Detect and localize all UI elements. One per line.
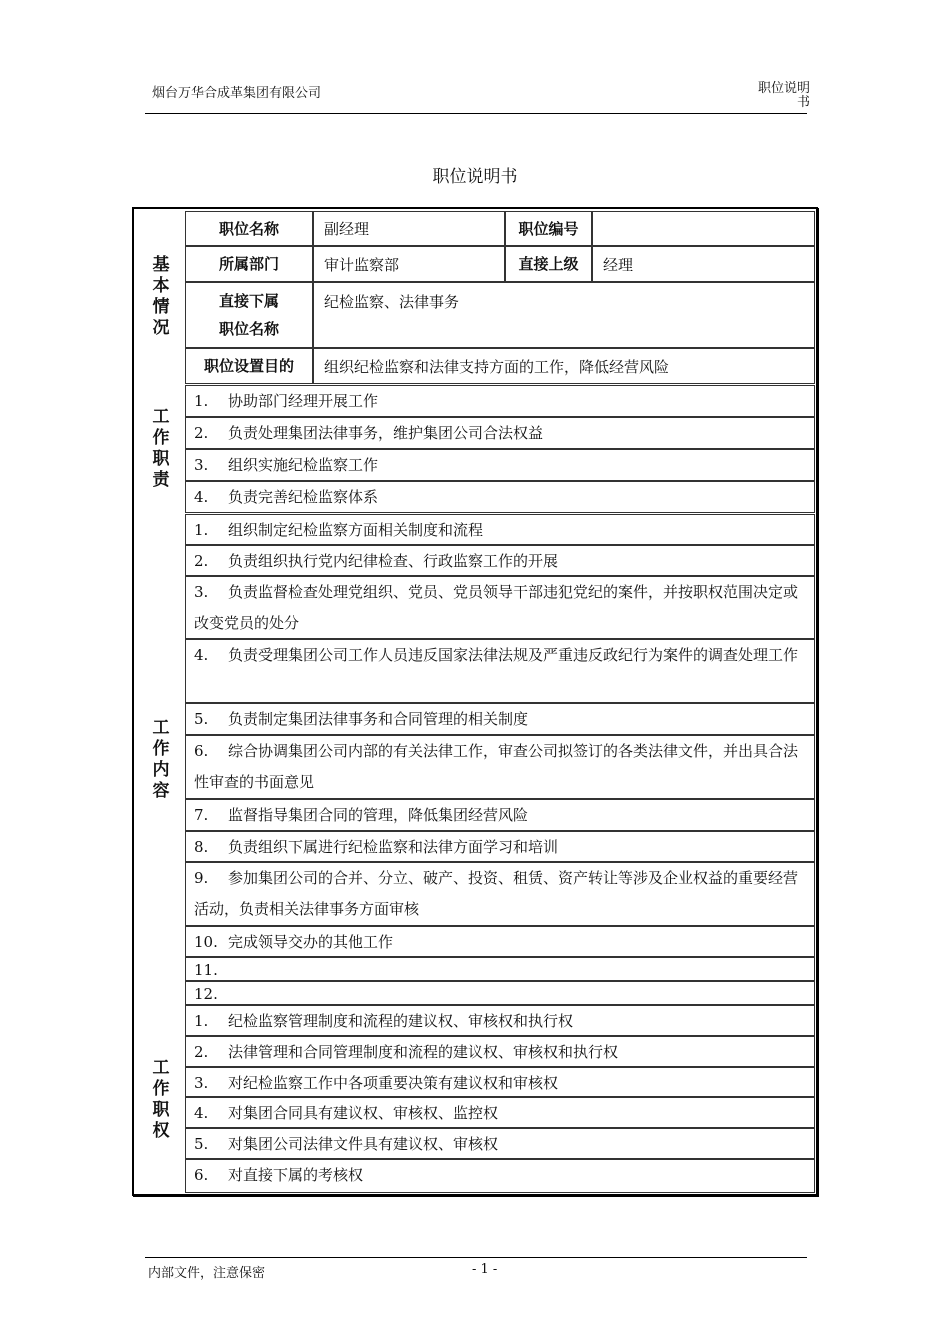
list-item: 1. 组织制定纪检监察方面相关制度和流程 bbox=[185, 514, 815, 545]
list-item: 3. 对纪检监察工作中各项重要决策有建议权和审核权 bbox=[185, 1067, 815, 1097]
position-no-value bbox=[592, 211, 815, 246]
list-item: 1. 纪检监察管理制度和流程的建议权、审核权和执行权 bbox=[185, 1005, 815, 1036]
subordinate-value: 纪检监察、法律事务 bbox=[313, 282, 815, 348]
subordinate-label: 直接下属 职位名称 bbox=[185, 282, 313, 348]
list-item: 3. 组织实施纪检监察工作 bbox=[185, 449, 815, 481]
list-item: 4. 负责完善纪检监察体系 bbox=[185, 481, 815, 513]
list-item: 8. 负责组织下属进行纪检监察和法律方面学习和培训 bbox=[185, 831, 815, 862]
header-divider bbox=[145, 113, 807, 114]
list-item: 1. 协助部门经理开展工作 bbox=[185, 385, 815, 417]
superior-label: 直接上级 bbox=[505, 246, 592, 282]
dept-value: 审计监察部 bbox=[313, 246, 505, 282]
list-item: 5. 负责制定集团法律事务和合同管理的相关制度 bbox=[185, 703, 815, 735]
section-basic: 基本情况 bbox=[148, 255, 169, 339]
superior-value: 经理 bbox=[592, 246, 815, 282]
section-authority: 工作职权 bbox=[148, 1058, 169, 1142]
page-title: 职位说明书 bbox=[432, 167, 518, 187]
page-number: - 1 - bbox=[472, 1262, 498, 1277]
list-item: 4. 对集团合同具有建议权、审核权、监控权 bbox=[185, 1097, 815, 1128]
list-item: 5. 对集团公司法律文件具有建议权、审核权 bbox=[185, 1128, 815, 1159]
header-company: 烟台万华合成革集团有限公司 bbox=[152, 86, 322, 101]
list-item: 10. 完成领导交办的其他工作 bbox=[185, 926, 815, 957]
footer-divider bbox=[145, 1257, 807, 1258]
list-item: 2. 负责处理集团法律事务，维护集团公司合法权益 bbox=[185, 417, 815, 449]
list-item: 3. 负责监督检查处理党组织、党员、党员领导干部违犯党纪的案件，并按职权范围决定或改变党员的处分 bbox=[185, 576, 815, 639]
purpose-label: 职位设置目的 bbox=[185, 348, 313, 384]
list-item: 2. 负责组织执行党内纪律检查、行政监察工作的开展 bbox=[185, 545, 815, 576]
list-item: 11. bbox=[185, 957, 815, 981]
position-no-label: 职位编号 bbox=[505, 211, 592, 246]
list-item: 12. bbox=[185, 981, 815, 1005]
position-name-label: 职位名称 bbox=[185, 211, 313, 246]
list-item: 6. 综合协调集团公司内部的有关法律工作，审查公司拟签订的各类法律文件，并出具合法性审查的书面意见 bbox=[185, 735, 815, 799]
list-item: 6. 对直接下属的考核权 bbox=[185, 1159, 815, 1193]
dept-label: 所属部门 bbox=[185, 246, 313, 282]
list-item: 4. 负责受理集团公司工作人员违反国家法律法规及严重违反政纪行为案件的调查处理工作 bbox=[185, 639, 815, 703]
footer-note: 内部文件，注意保密 bbox=[148, 1266, 266, 1281]
list-item: 7. 监督指导集团合同的管理，降低集团经营风险 bbox=[185, 799, 815, 831]
header-doc-type: 职位说明书 bbox=[757, 81, 810, 110]
list-item: 9. 参加集团公司的合并、分立、破产、投资、租赁、资产转让等涉及企业权益的重要经营活动，负责相关法律事务方面审核 bbox=[185, 862, 815, 926]
section-content: 工作内容 bbox=[148, 718, 169, 802]
section-duties: 工作职责 bbox=[148, 407, 169, 491]
purpose-value: 组织纪检监察和法律支持方面的工作，降低经营风险 bbox=[313, 348, 815, 384]
list-item: 2. 法律管理和合同管理制度和流程的建议权、审核权和执行权 bbox=[185, 1036, 815, 1067]
position-name-value: 副经理 bbox=[313, 211, 505, 246]
